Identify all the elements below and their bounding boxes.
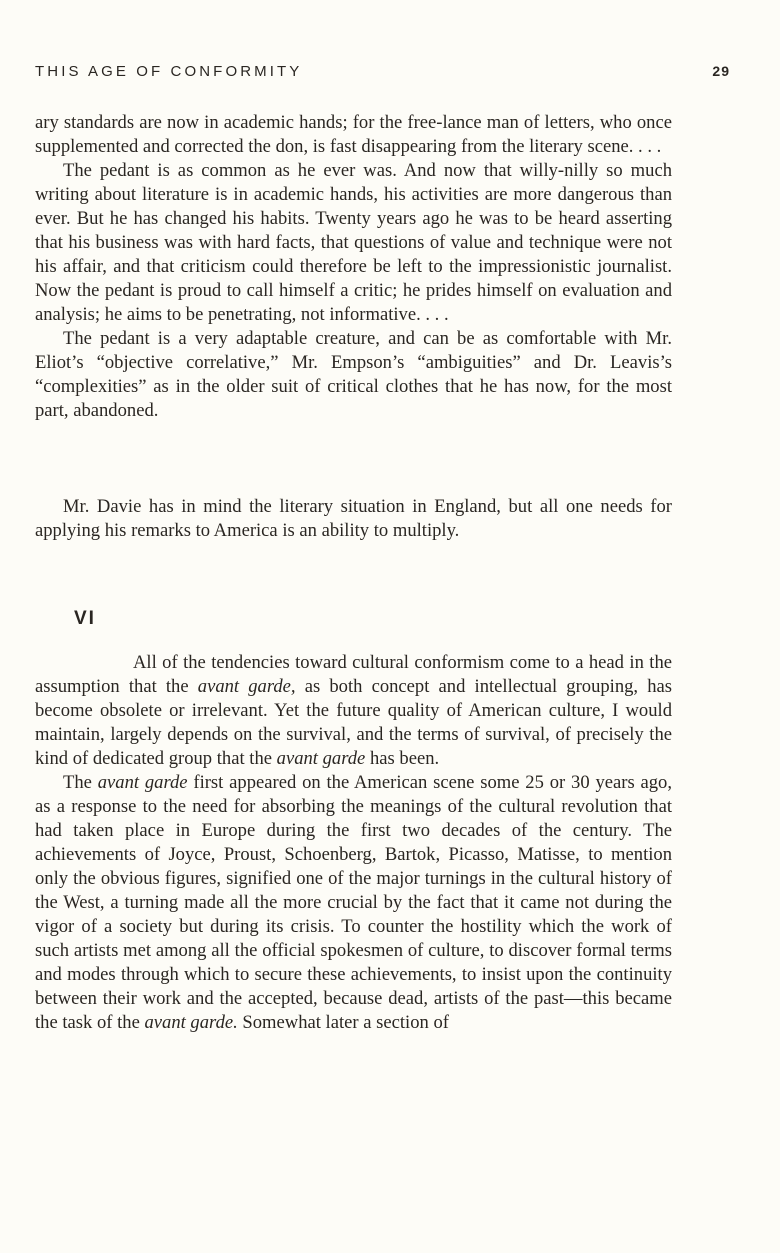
quote-paragraph-3: The pedant is a very adaptable creature, and can be as comfortable with Mr. Eliot’s “objective correlative,” Mr. Empson’s “ambiguities” and Dr. Leavis’s “complexities” as in the older suit of critical clothes that he has now, for the most part, abandoned. (35, 328, 672, 421)
italic-term: avant garde, (197, 676, 296, 697)
section-heading: VI (74, 608, 96, 629)
italic-term: avant garde. (144, 1012, 238, 1033)
text-run: All of the tendencies toward cultural conformism come to a head in the assumption that the (35, 652, 672, 697)
davie-paragraph: Mr. Davie has in mind the literary situation in England, but all one needs for applying his remarks to America is an ability to multiply. (35, 496, 672, 541)
section-paragraph-1 (35, 651, 672, 771)
page-number: 29 (712, 63, 730, 79)
text-run: as both concept and intellectual grouping, has become obsolete or irrelevant. Yet the future quality of American culture, I would maintain, largely depends on the survival, and the terms of survival, of precisely the kind of dedicated group that the (35, 676, 673, 769)
running-head: THIS AGE OF CONFORMITY (35, 63, 303, 80)
page-header (35, 63, 730, 87)
quote-paragraph-1: ary standards are now in academic hands; for the free-lance man of letters, who once supplemented and corrected the don, is fast disappearing from the literary scene. . . . (35, 112, 672, 157)
italic-term: avant garde (97, 772, 188, 793)
italic-term: avant garde (276, 748, 366, 769)
text-run: has been. (365, 748, 440, 769)
quoted-passage (35, 111, 672, 423)
text-run: Somewhat later a section of (237, 1012, 449, 1033)
section-body (35, 651, 672, 1035)
section-paragraph-2 (35, 771, 672, 1035)
body-paragraph (35, 495, 672, 543)
text-run: first appeared on the American scene some 25 or 30 years ago, as a response to the need for absorbing the meanings of the cultural revolution that had taken place in Europe during the first two decades of the century. The achievements of Joyce, Proust, Schoenberg, Bartok, Picasso, Matisse, to mention only the obvious figures, signified one of the major turnings in the cultural history of the West, a turning made all the more crucial by the fact that it came not during the vigor of a society but during its crisis. To counter the hostility which the work of such artists met among all the official spokesmen of culture, to discover formal terms and modes through which to secure these achievements, to insist upon the continuity between their work and the accepted, because dead, artists of the past—this became the task of the (35, 772, 672, 1033)
text-run: The (63, 772, 98, 793)
quote-paragraph-2: The pedant is as common as he ever was. And now that willy-nilly so much writing about literature is in academic hands, his activities are more dangerous than ever. But he has changed his habits. Twenty years ago he was to be heard asserting that his business was with hard facts, that questions of value and technique were not his affair, and that criticism could therefore be left to the impressionistic journalist. Now the pedant is proud to call himself a critic; he prides himself on evaluation and analysis; he aims to be penetrating, not informative. . . . (35, 160, 672, 325)
